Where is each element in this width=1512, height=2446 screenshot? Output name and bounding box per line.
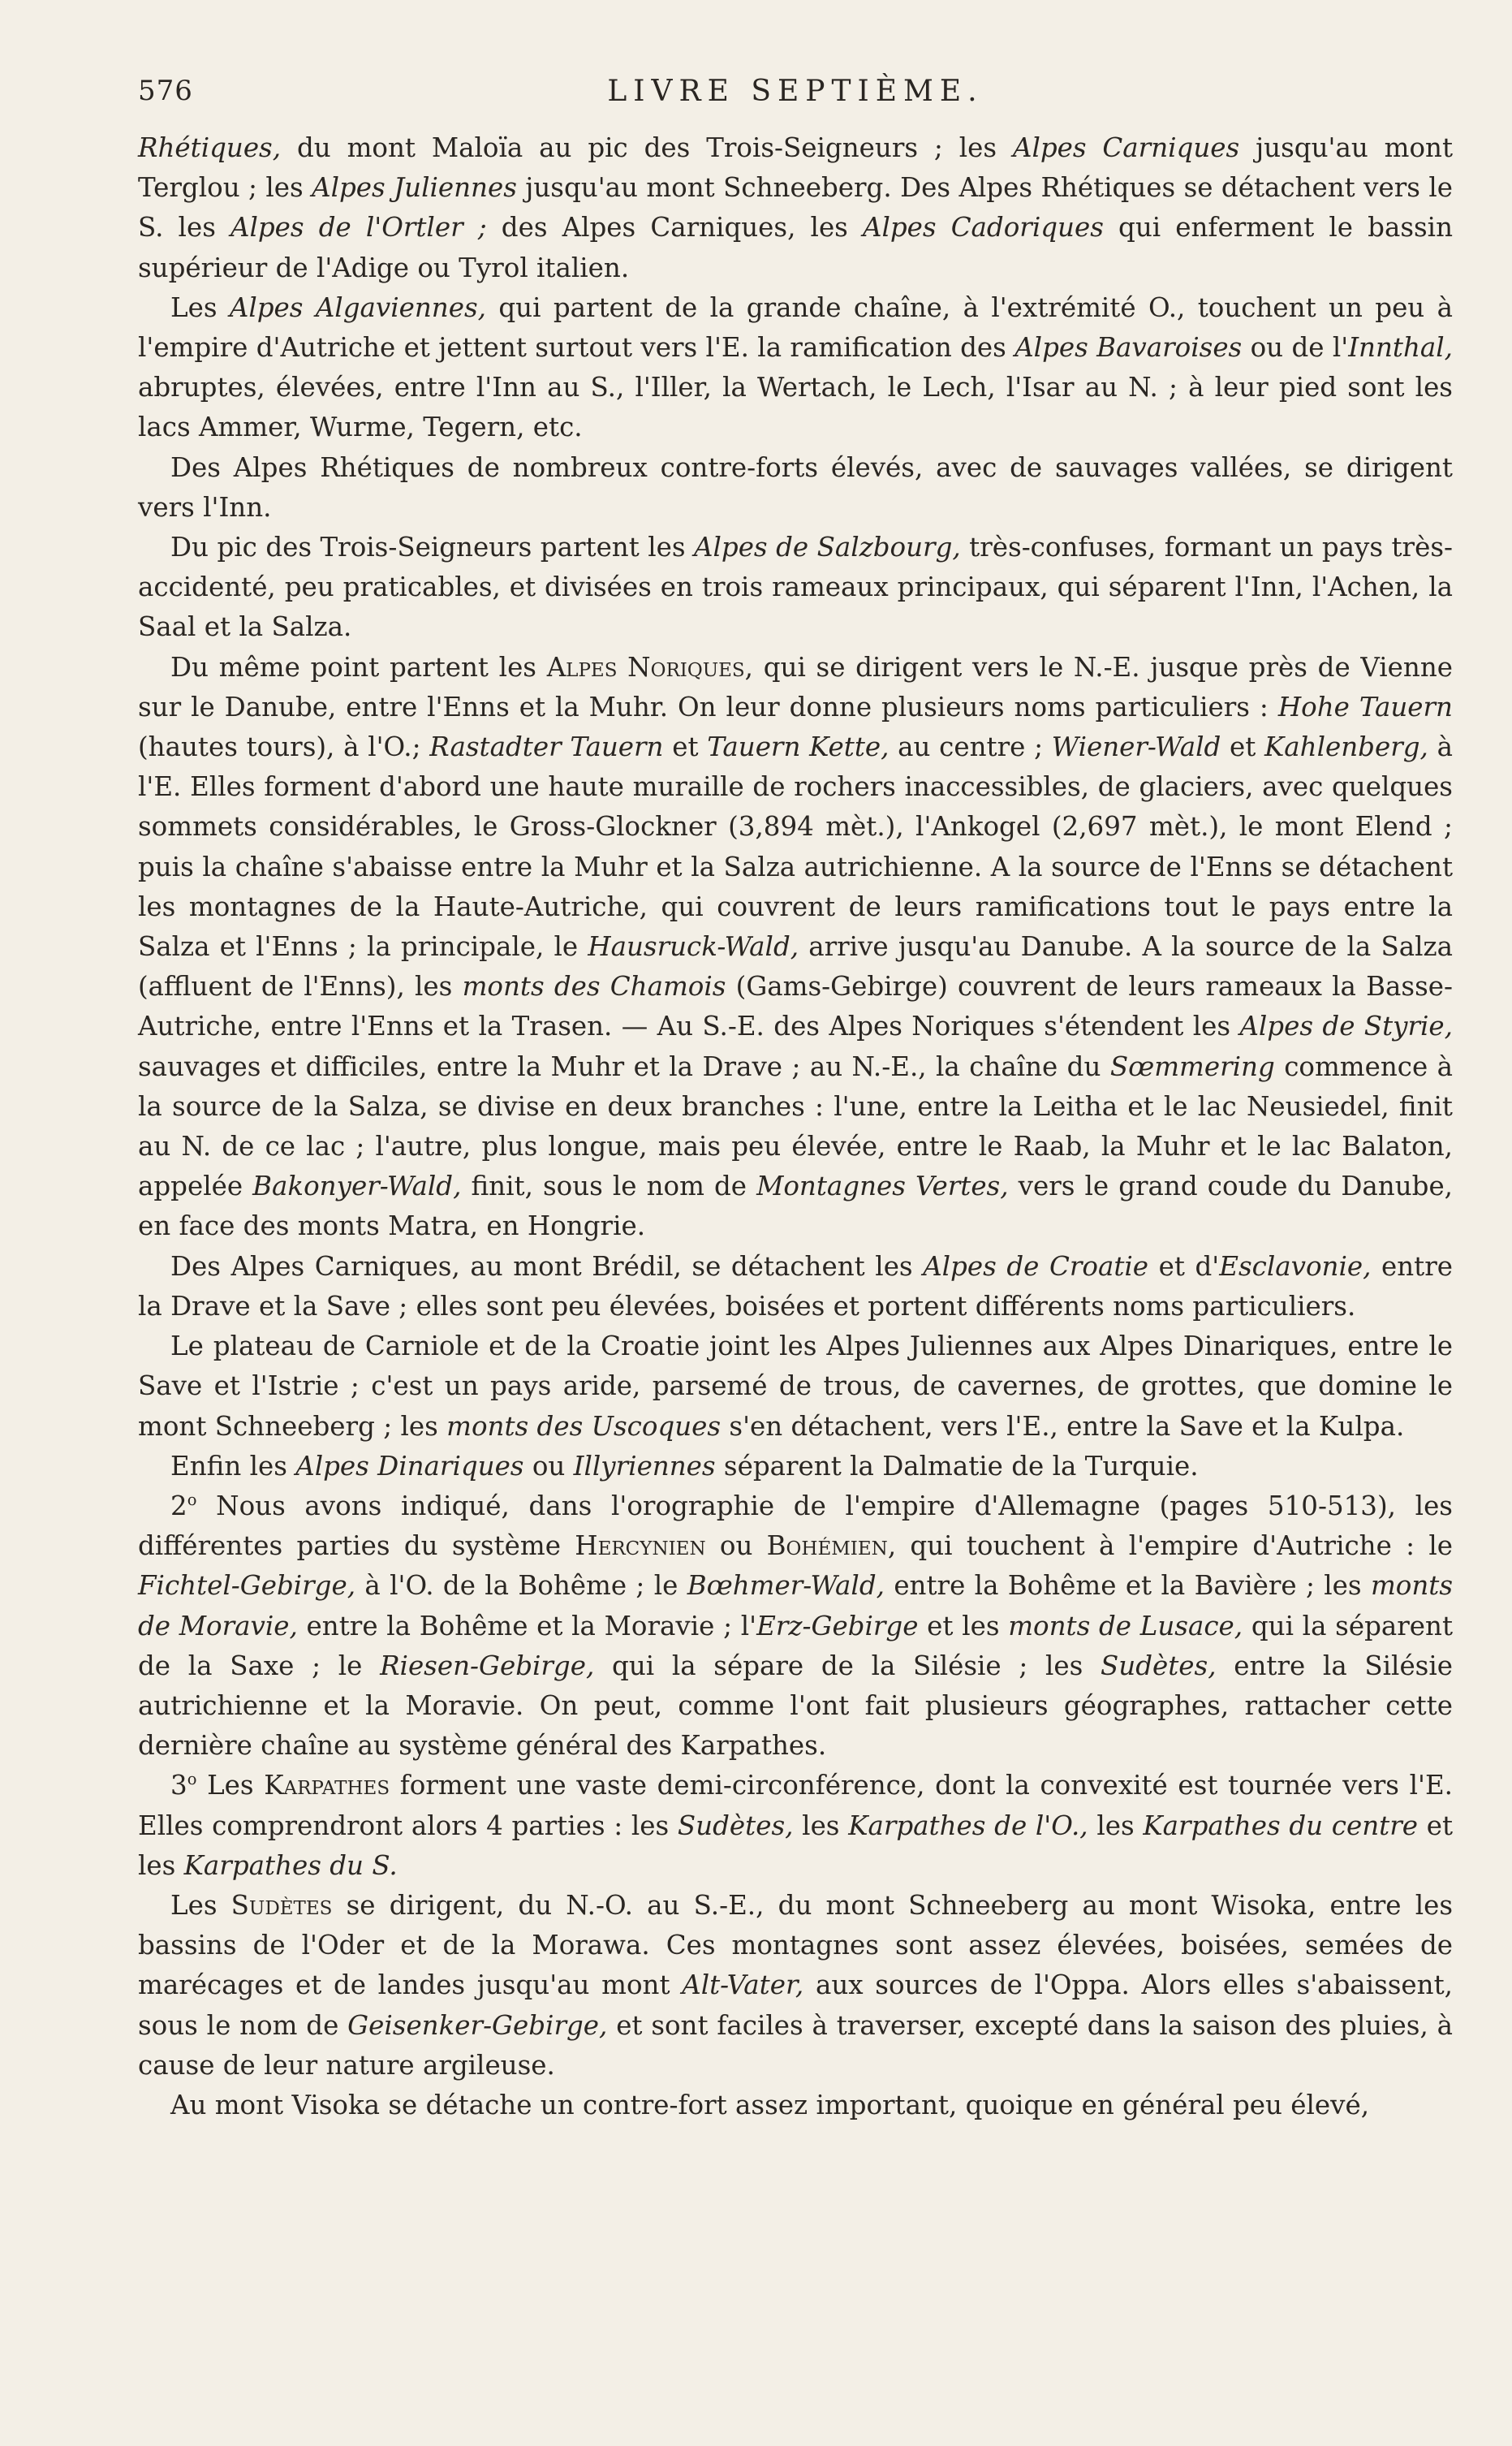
text-run: très-confuses, formant un pays très-accidenté, peu praticables, et divisées en trois rameaux principaux, qui séparent l'Inn, l'Achen, la Saal et la Salza. <box>138 532 1453 643</box>
paragraph <box>138 1486 1453 1766</box>
page-header <box>138 75 1453 123</box>
italic-text: Kahlenberg, <box>1264 731 1428 763</box>
text-run: à l'E. Elles forment d'abord une haute muraille de rochers inaccessibles, de glaciers, avec quelques sommets considérables, le Gross-Glockner (3,894 mèt.), l'Ankogel (2,697 mèt.), le mont Elend ; puis la chaîne s'abaisse entre la Muhr et la Salza autrichienne. A la source de l'Enns se détachent les montagnes de la Haute-Autriche, qui couvrent de leurs ramifications tout le pays entre la Salza et l'Enns ; la principale, le <box>138 731 1453 963</box>
italic-text: Riesen-Gebirge, <box>380 1650 595 1681</box>
italic-text: Hausruck-Wald, <box>588 931 799 963</box>
paragraph <box>138 128 1453 288</box>
italic-text: Karpathes du centre <box>1143 1810 1418 1841</box>
paragraph <box>138 1247 1453 1327</box>
text-run: Au mont Visoka se détache un contre-fort assez important, quoique en général peu élevé, <box>170 2089 1370 2120</box>
text-run: qui enferment le bassin supérieur de l'Adige ou Tyrol italien. <box>138 212 1454 283</box>
text-run: du mont Maloïa au pic des Trois-Seigneurs ; les <box>281 132 1013 163</box>
text-run: Enfin les <box>170 1450 296 1482</box>
paragraph <box>138 448 1453 528</box>
text-run: qui la sépare de la Silésie ; les <box>594 1650 1101 1681</box>
italic-text: Sudètes, <box>677 1810 794 1841</box>
text-run: et d' <box>1148 1250 1220 1282</box>
text-run: (Gams-Gebirge) couvrent de leurs rameaux la Basse-Autriche, entre l'Enns et la Trasen. — Au S.-E. des Alpes Noriques s'étendent les <box>138 971 1453 1042</box>
text-run: forment une vaste demi-circonférence, dont la convexité est tournée vers l'E. Elles comprendront alors 4 parties : les <box>138 1770 1454 1841</box>
italic-text: Hohe Tauern <box>1277 691 1453 723</box>
italic-text: Sudètes, <box>1101 1650 1217 1681</box>
text-run: ou <box>523 1450 574 1482</box>
text-run: jusqu'au mont Terglou ; les <box>138 132 1454 204</box>
italic-text: Illyriennes <box>573 1450 716 1482</box>
italic-text: Fichtel-Gebirge, <box>138 1570 356 1602</box>
text-run: finit, sous le nom de <box>461 1171 757 1202</box>
paragraph <box>138 1766 1453 1886</box>
text-run: et les <box>138 1810 1453 1881</box>
paragraph <box>138 288 1453 448</box>
italic-text: Alpes Cadoriques <box>862 212 1104 244</box>
italic-text: monts des Chamois <box>462 971 726 1003</box>
italic-text: Montagnes Vertes, <box>756 1171 1009 1202</box>
text-run: sauvages et difficiles, entre la Muhr et la Drave ; au N.-E., la chaîne du <box>138 1050 1110 1082</box>
small-caps-text: Sudètes <box>230 1889 333 1921</box>
paragraph <box>138 1327 1453 1447</box>
text-run: et <box>663 731 708 763</box>
text-run: aux sources de l'Oppa. Alors elles s'abaissent, sous le nom de <box>138 1969 1453 2041</box>
italic-text: Rastadter Tauern <box>429 731 664 763</box>
superscript: o <box>187 1490 197 1510</box>
page-number: 576 <box>138 75 193 107</box>
text-run: entre la Bohême et la Moravie ; l' <box>297 1610 757 1641</box>
paragraph <box>138 648 1453 1247</box>
text-run: jusqu'au mont Schneeberg. Des Alpes Rhétiques se détachent vers le S. les <box>138 172 1454 244</box>
text-run: Le plateau de Carniole et de la Croatie joint les Alpes Juliennes aux Alpes Dinariques, entre le Save et l'Istrie ; c'est un pays aride, parsemé de trous, de cavernes, de grottes, que domine le mont Schneeberg ; les <box>138 1331 1453 1442</box>
text-run: Du pic des Trois-Seigneurs partent les <box>170 532 695 563</box>
italic-text: Bakonyer-Wald, <box>252 1171 462 1202</box>
italic-text: Alpes de Styrie, <box>1239 1011 1453 1042</box>
superscript: o <box>187 1770 197 1789</box>
text-run: entre la Drave et la Save ; elles sont peu élevées, boisées et portent différents noms particuliers. <box>138 1250 1453 1322</box>
text-run: , qui se dirigent vers le N.-E. jusque près de Vienne sur le Danube, entre l'Enns et la Muhr. On leur donne plusieurs noms particuliers : <box>138 651 1454 723</box>
text-run: commence à la source de la Salza, se divise en deux branches : l'une, entre la Leitha et le lac Neusiedel, finit au N. de ce lac ; l'autre, plus longue, mais peu élevée, entre le Raab, la Muhr et le lac Balaton, appelée <box>138 1050 1453 1202</box>
text-run: qui partent de la grande chaîne, à l'extrémité O., touchent un peu à l'empire d'Autriche et jettent surtout vers l'E. la ramification des <box>138 291 1453 364</box>
paragraph <box>138 1447 1453 1486</box>
text-run: Les <box>170 291 230 323</box>
italic-text: Innthal, <box>1348 332 1453 364</box>
text-run: au centre ; <box>889 731 1052 763</box>
text-run: et les <box>918 1610 1009 1641</box>
text-run: ou <box>705 1530 767 1562</box>
italic-text: monts des Uscoques <box>446 1410 722 1442</box>
text-run: s'en détachent, vers l'E., entre la Save et la Kulpa. <box>721 1410 1405 1442</box>
italic-text: Esclavonie, <box>1219 1250 1372 1282</box>
text-run: à l'O. de la Bohême ; le <box>355 1570 687 1602</box>
text-run: séparent la Dalmatie de la Turquie. <box>715 1450 1199 1482</box>
italic-text: Alpes Carniques <box>1012 132 1240 163</box>
italic-text: Karpathes du S. <box>183 1849 398 1881</box>
text-run: des Alpes Carniques, les <box>486 212 863 244</box>
text-run: et <box>1221 731 1265 763</box>
text-run: les <box>1088 1810 1144 1841</box>
italic-text: Karpathes de l'O., <box>848 1810 1088 1841</box>
italic-text: Bœhmer-Wald, <box>687 1570 885 1602</box>
text-run: Des Alpes Carniques, au mont Brédil, se détachent les <box>170 1250 924 1282</box>
paragraph <box>138 2086 1453 2125</box>
running-head: LIVRE SEPTIÈME. <box>607 75 984 108</box>
text-run: se dirigent, du N.-O. au S.-E., du mont Schneeberg au mont Wisoka, entre les bassins de l'Oder et de la Morawa. Ces montagnes sont assez élevées, boisées, semées de marécages et de landes jusqu'au mont <box>138 1889 1454 2001</box>
text-run: 3 <box>170 1770 187 1801</box>
italic-text: Alpes Bavaroises <box>1014 332 1243 364</box>
text-run: Nous avons indiqué, dans l'orographie de l'empire d'Allemagne (pages 510-513), les différentes parties du système <box>138 1490 1453 1562</box>
text-run: Du même point partent les <box>170 651 547 683</box>
italic-text: monts de Moravie, <box>138 1570 1453 1641</box>
paragraph <box>138 1886 1453 2086</box>
italic-text: Geisenker-Gebirge, <box>347 2009 608 2041</box>
text-run: et sont faciles à traverser, excepté dans la saison des pluies, à cause de leur nature argileuse. <box>138 2009 1453 2081</box>
text-run: qui la séparent de la Saxe ; le <box>138 1610 1454 1681</box>
paragraph <box>138 528 1453 648</box>
italic-text: Alt-Vater, <box>682 1969 804 2001</box>
text-run: entre la Silésie autrichienne et la Moravie. On peut, comme l'ont fait plusieurs géographes, rattacher cette dernière chaîne au système général des Karpathes. <box>138 1650 1453 1762</box>
text-run: vers le grand coude du Danube, en face des monts Matra, en Hongrie. <box>138 1171 1454 1242</box>
text-run: arrive jusqu'au Danube. A la source de la Salza (affluent de l'Enns), les <box>138 931 1453 1003</box>
italic-text: Alpes Algaviennes, <box>229 291 486 323</box>
small-caps-text: Hercynien <box>575 1530 706 1562</box>
italic-text: Rhétiques, <box>138 132 282 163</box>
small-caps-text: Karpathes <box>264 1770 390 1801</box>
page-body <box>138 128 1453 2125</box>
text-run: , qui touchent à l'empire d'Autriche : le <box>887 1530 1453 1562</box>
text-run: les <box>793 1810 849 1841</box>
italic-text: monts de Lusace, <box>1008 1610 1243 1641</box>
italic-text: Alpes de Salzbourg, <box>694 532 961 563</box>
italic-text: Alpes de l'Ortler ; <box>230 212 487 244</box>
small-caps-text: Alpes Noriques <box>546 651 745 683</box>
text-run: 2 <box>170 1490 187 1521</box>
text-run: Des Alpes Rhétiques de nombreux contre-forts élevés, avec de sauvages vallées, se dirigent vers l'Inn. <box>138 451 1453 523</box>
italic-text: Alpes Juliennes <box>312 172 517 204</box>
text-run: Les <box>170 1889 231 1921</box>
text-run: (hautes tours), à l'O.; <box>138 731 430 763</box>
italic-text: Alpes Dinariques <box>295 1450 524 1482</box>
small-caps-text: Bohémien <box>766 1530 888 1562</box>
text-run: abruptes, élevées, entre l'Inn au S., l'Iller, la Wertach, le Lech, l'Isar au N. ; à leur pied sont les lacs Ammer, Wurme, Tegern, etc. <box>138 372 1453 443</box>
italic-text: Tauern Kette, <box>707 731 890 763</box>
text-run: Les <box>196 1770 265 1801</box>
italic-text: Erz-Gebirge <box>756 1610 919 1641</box>
italic-text: Alpes de Croatie <box>923 1250 1149 1282</box>
text-run: ou de l' <box>1242 332 1349 364</box>
italic-text: Sœmmering <box>1109 1050 1275 1082</box>
italic-text: Wiener-Wald <box>1051 731 1221 763</box>
text-run: entre la Bohême et la Bavière ; les <box>884 1570 1371 1602</box>
